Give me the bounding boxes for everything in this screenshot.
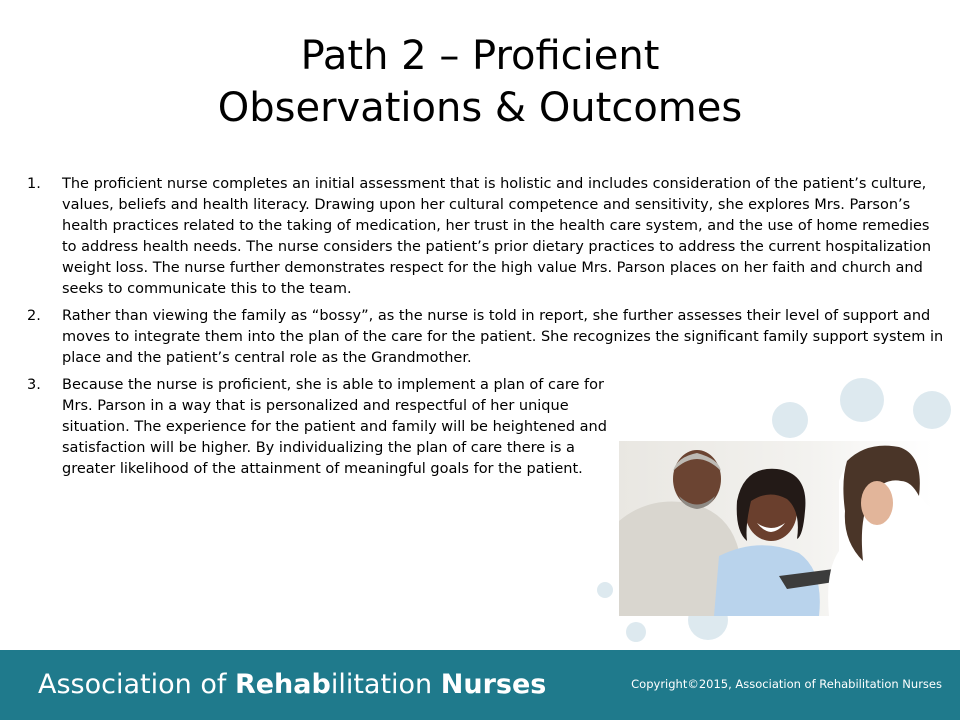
organization-logo-text xyxy=(38,668,546,702)
org-text-part: ilitation xyxy=(330,669,441,700)
list-text: Because the nurse is proficient, she is able to implement a plan of care for Mrs. Parson in a way that is personalized and respectful of her unique situation. The experience for the patient and family will be heightened and satisfaction will be higher. By individualizing the plan of care there is a greater likelihood of the attainment of meaningful goals for the patient. xyxy=(62,377,607,477)
title-line-1: Path 2 – Proficient xyxy=(300,33,660,79)
list-text: Rather than viewing the family as “bossy”, as the nurse is told in report, she further assesses their level of support and moves to integrate them into the plan of the care for the patient. She recognizes the significant family support system in place and the patient’s central role as the Grandmother. xyxy=(62,308,944,366)
nurse-patient-photo xyxy=(619,441,933,616)
footer-bar xyxy=(0,650,960,720)
list-item xyxy=(27,306,947,369)
copyright-text: Copyright©2015, Association of Rehabilitation Nurses xyxy=(631,677,942,691)
list-item xyxy=(27,174,947,300)
title-line-2: Observations & Outcomes xyxy=(217,85,743,131)
list-item xyxy=(27,375,622,480)
list-number: 3. xyxy=(27,377,41,393)
org-text-bold: Nurses xyxy=(440,669,547,700)
decor-circle xyxy=(597,582,613,598)
org-text-bold: Rehab xyxy=(234,669,331,700)
org-text-part: Association of xyxy=(38,669,235,700)
list-number: 1. xyxy=(27,176,41,192)
decor-circle xyxy=(626,622,646,642)
list-text: The proficient nurse completes an initial assessment that is holistic and includes consideration of the patient’s culture, values, beliefs and health literacy. Drawing upon her cultural competence and sensitivity, she explores Mrs. Parson’s health practices related to the taking of medication, her trust in the health care system, and the use of home remedies to address health needs. The nurse considers the patient’s prior dietary practices to address the current hospitalization weight loss. The nurse further demonstrates respect for the high value Mrs. Parson places on her faith and church and seeks to communicate this to the team. xyxy=(62,176,932,297)
numbered-list xyxy=(27,174,947,486)
list-number: 2. xyxy=(27,308,41,324)
page-title xyxy=(0,30,960,134)
